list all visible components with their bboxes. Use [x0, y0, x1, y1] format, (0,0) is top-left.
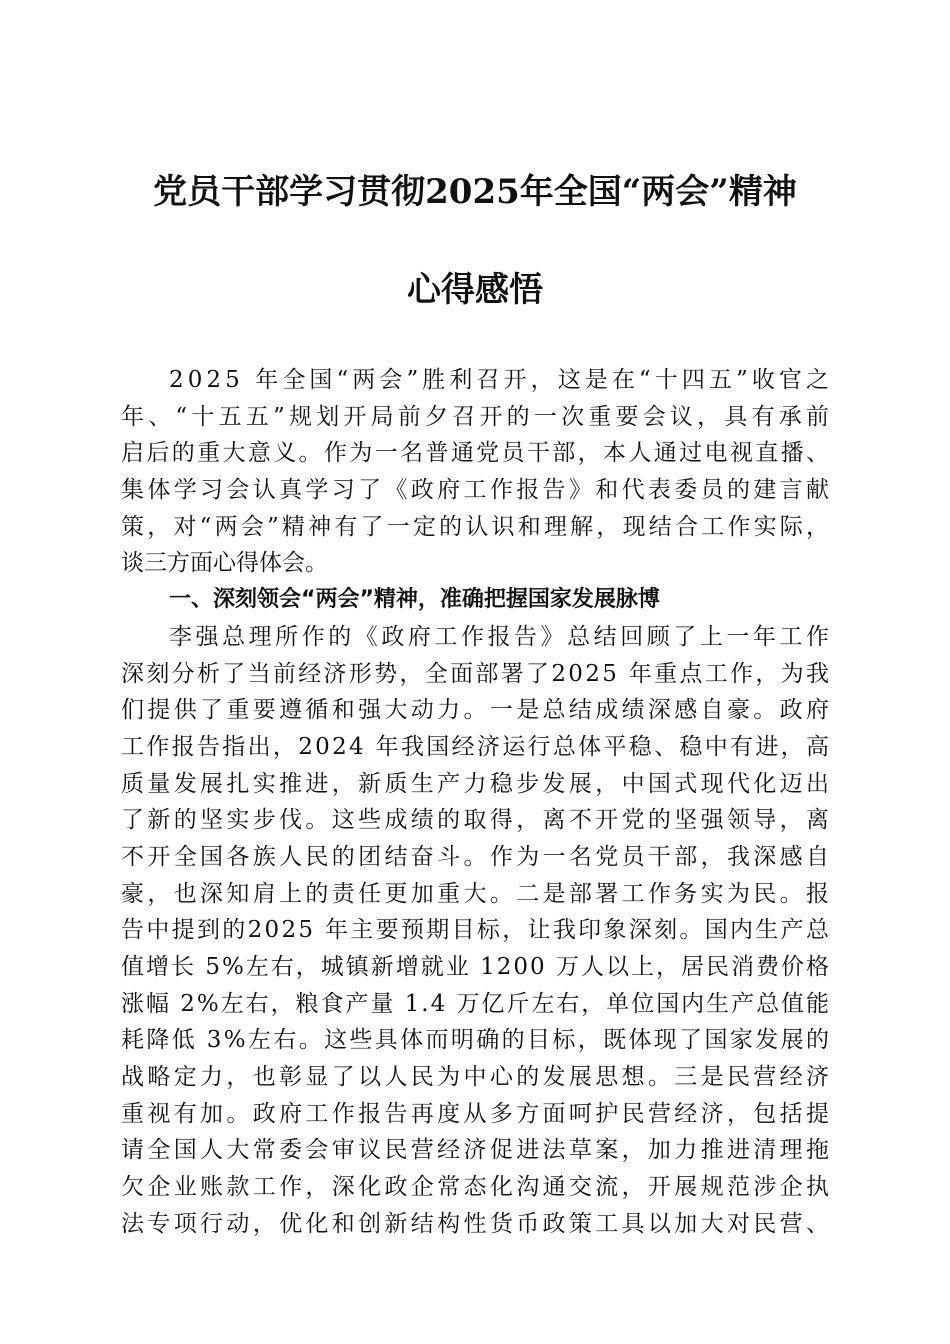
paragraph-line: 涨幅 2%左右，粮食产量 1.4 万亿斤左右，单位国内生产总值能 — [121, 990, 831, 1017]
paragraph-line: 战略定力，也彰显了以人民为中心的发展思想。三是民营经济 — [121, 1064, 833, 1091]
paragraph-line: 谈三方面心得体会。 — [121, 550, 328, 577]
paragraph-line: 启后的重大意义。作为一名普通党员干部，本人通过电视直播、 — [121, 440, 832, 467]
paragraph-line: 耗降低 3%左右。这些具体而明确的目标，既体现了国家发展的 — [121, 1027, 832, 1054]
section-heading: 一、深刻领会“两会”精神，准确把握国家发展脉博 — [169, 587, 660, 613]
paragraph-line: 策，对“两会”精神有了一定的认识和理解，现结合工作实际， — [121, 513, 833, 540]
paragraph-line: 了新的坚实步伐。这些成绩的取得，离不开党的坚强领导，离 — [121, 807, 833, 834]
paragraph-line: 工作报告指出，2024 年我国经济运行总体平稳、稳中有进，高 — [121, 733, 832, 760]
paragraph-line: 值增长 5%左右，城镇新增就业 1200 万人以上，居民消费价格 — [121, 954, 831, 980]
paragraph-line: 欠企业账款工作，深化政企常态化沟通交流，开展规范涉企执 — [121, 1174, 833, 1201]
paragraph-line: 豪，也深知肩上的责任更加重大。二是部署工作务实为民。报 — [121, 880, 833, 907]
paragraph-line: 集体学习会认真学习了《政府工作报告》和代表委员的建言献 — [121, 477, 833, 504]
document-body — [121, 362, 834, 1243]
paragraph-line: 重视有加。政府工作报告再度从多方面呵护民营经济，包括提 — [121, 1100, 833, 1127]
paragraph-line: 深刻分析了当前经济形势，全面部署了2025 年重点工作，为我 — [121, 660, 832, 687]
paragraph-line: 法专项行动，优化和创新结构性货币政策工具以加大对民营、 — [121, 1210, 833, 1237]
paragraph-line: 请全国人大常委会审议民营经济促进法草案，加力推进清理拖 — [121, 1137, 833, 1164]
paragraph-line: 年、“十五五”规划开局前夕召开的一次重要会议，具有承前 — [121, 403, 834, 430]
paragraph-line: 李强总理所作的《政府工作报告》总结回顾了上一年工作 — [169, 623, 833, 650]
paragraph-line: 2025 年全国“两会”胜利召开，这是在“十四五”收官之 — [169, 367, 834, 393]
paragraph-line: 质量发展扎实推进，新质生产力稳步发展，中国式现代化迈出 — [121, 770, 833, 797]
paragraph-line: 不开全国各族人民的团结奋斗。作为一名党员干部，我深感自 — [121, 843, 833, 870]
paragraph-line: 告中提到的2025 年主要预期目标，让我印象深刻。国内生产总 — [121, 917, 832, 944]
document-title-line-2: 心得感悟 — [407, 270, 543, 310]
document-title-line-1: 党员干部学习贯彻2025年全国“两会”精神 — [153, 172, 797, 212]
paragraph-line: 们提供了重要遵循和强大动力。一是总结成绩深感自豪。政府 — [121, 697, 833, 724]
